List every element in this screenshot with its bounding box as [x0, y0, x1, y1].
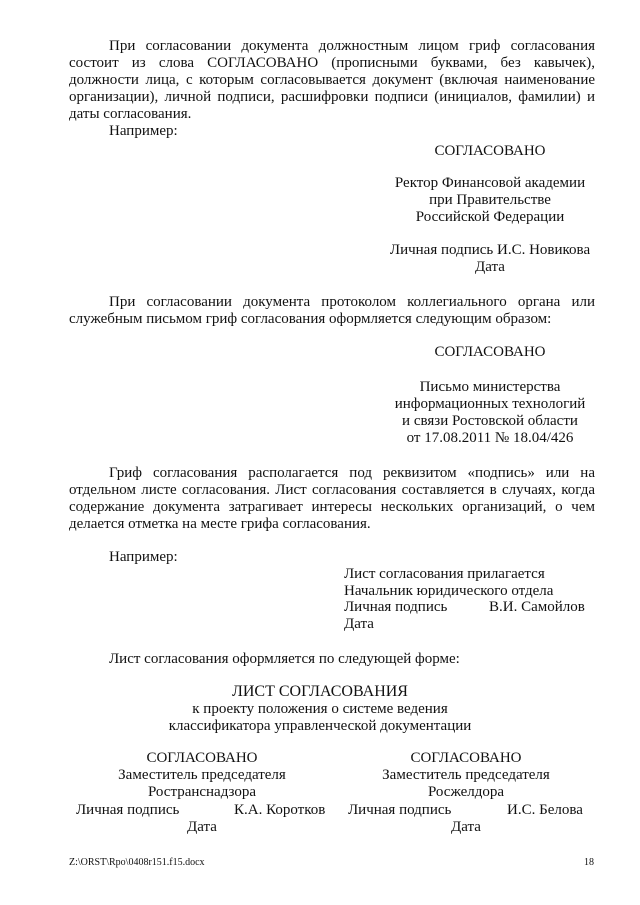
grif-position-line: при Правительстве [429, 192, 551, 208]
sheet-right-org: Росжелдора [427, 784, 505, 800]
grif-letter-line: информационных технологий [394, 396, 586, 412]
text-line: содержание документа затрагивает интересы нескольких организаций, о чем [69, 499, 595, 515]
paragraph-grif-placement [69, 465, 595, 533]
grif-attached-position: Начальник юридического отдела [344, 583, 554, 599]
text-line: служебным письмом гриф согласования оформляется следующим образом: [69, 311, 552, 327]
example-label: Например: [109, 549, 178, 565]
grif-signature-label: Личная подпись [344, 599, 448, 615]
grif-signature-name: В.И. Самойлов [489, 599, 585, 615]
text-line: При согласовании документа протоколом коллегиального органа или [109, 294, 595, 310]
paragraph-grif-protocol [69, 294, 595, 328]
grif-date: Дата [475, 259, 505, 275]
sheet-left-date: Дата [187, 819, 217, 835]
sheet-right-date: Дата [451, 819, 481, 835]
sheet-right-position: Заместитель председателя [382, 767, 550, 783]
footer-page-number: 18 [584, 857, 594, 868]
sheet-title: ЛИСТ СОГЛАСОВАНИЯ [232, 683, 408, 700]
sheet-left-title: СОГЛАСОВАНО [146, 750, 258, 766]
paragraph-grif-official [69, 38, 595, 123]
grif-position-line: Российской Федерации [415, 209, 565, 225]
grif-date: Дата [344, 616, 374, 632]
sheet-right-signature-label: Личная подпись [348, 802, 452, 818]
sheet-right-title: СОГЛАСОВАНО [410, 750, 522, 766]
text-line: даты согласования. [69, 106, 192, 122]
sheet-right-signature-name: И.С. Белова [507, 802, 583, 818]
grif-signature-line: Личная подпись И.С. Новикова [389, 242, 591, 258]
text-line: состоит из слова СОГЛАСОВАНО (прописными буквами, без кавычек), [69, 55, 595, 71]
grif-title: СОГЛАСОВАНО [434, 143, 546, 159]
text-line: Гриф согласования располагается под реквизитом «подпись» или на [109, 465, 595, 481]
text-line: делается отметка на месте грифа согласования. [69, 516, 371, 532]
sheet-subtitle-line: к проекту положения о системе ведения [192, 701, 448, 717]
grif-letter-line: Письмо министерства [419, 379, 561, 395]
grif-letter-line: от 17.08.2011 № 18.04/426 [406, 430, 574, 446]
example-label: Например: [109, 123, 178, 139]
text-line: отдельном листе согласования. Лист согласования составляется в случаях, когда [69, 482, 595, 498]
grif-title: СОГЛАСОВАНО [434, 344, 546, 360]
grif-attached-line: Лист согласования прилагается [344, 566, 545, 582]
sheet-left-signature-label: Личная подпись [76, 802, 180, 818]
footer-file-path: Z:\ORST\Rpo\0408r151.f15.docx [69, 857, 205, 868]
grif-letter-line: и связи Ростовской области [402, 413, 578, 429]
sheet-subtitle-line: классификатора управленческой документации [168, 718, 472, 734]
text-line: организации), личной подписи, расшифровки подписи (инициалов, фамилии) и [69, 89, 595, 105]
grif-position-line: Ректор Финансовой академии [394, 175, 586, 191]
text-line: При согласовании документа должностным лицом гриф согласования [109, 38, 595, 54]
sheet-left-org: Ространснадзора [147, 784, 257, 800]
text-line: должности лица, с которым согласовывается документ (включая наименование [69, 72, 595, 88]
sheet-left-signature-name: К.А. Коротков [234, 802, 326, 818]
sheet-left-position: Заместитель председателя [118, 767, 286, 783]
paragraph-sheet-form: Лист согласования оформляется по следующей форме: [109, 651, 460, 667]
